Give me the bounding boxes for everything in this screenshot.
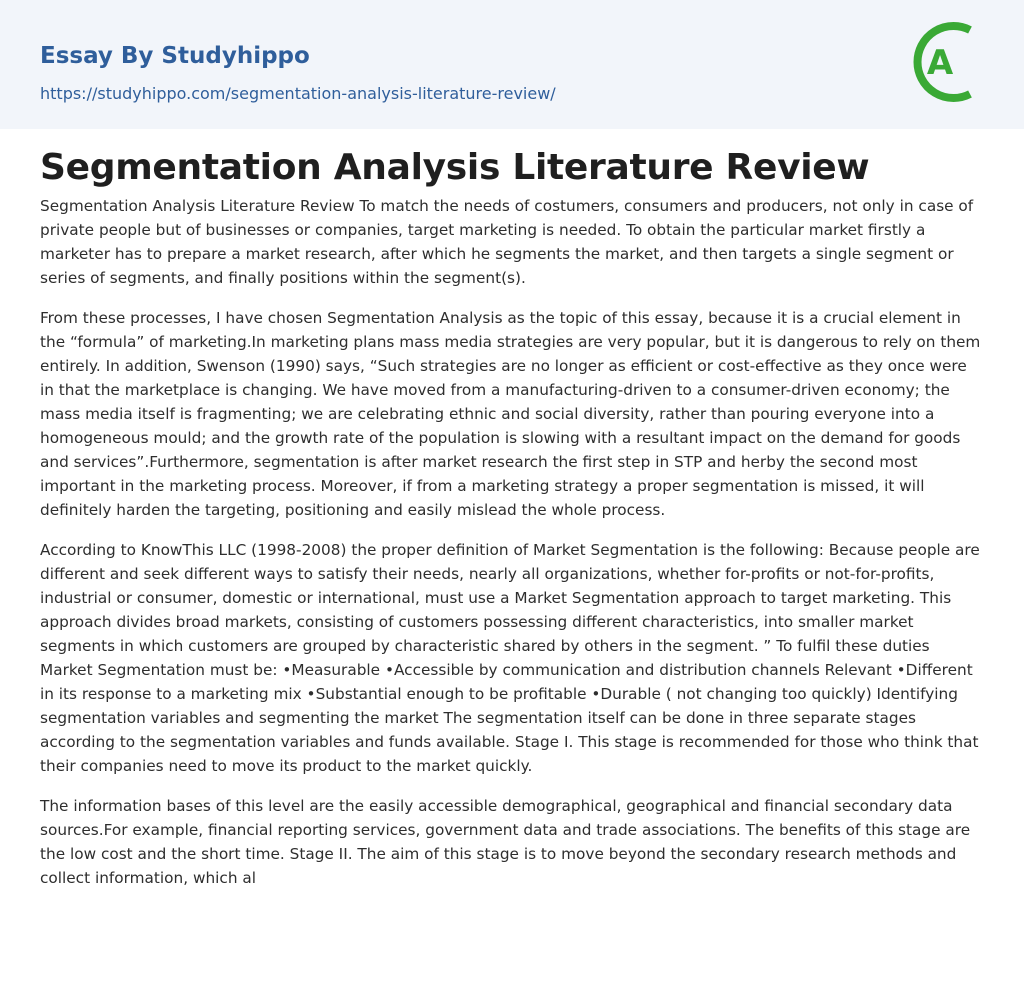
brand-title: Essay By Studyhippo bbox=[40, 43, 310, 69]
page-title: Segmentation Analysis Literature Review bbox=[40, 147, 870, 188]
essay-paragraph: The information bases of this level are the easily accessible demographical, geographical and financial secondary data sources.For example, financial reporting services, government data and trade associations. The benefits of this stage are the low cost and the short time. Stage II. The aim of this stage is to move beyond the secondary research methods and collect information, which al bbox=[40, 797, 971, 887]
essay-paragraph: According to KnowThis LLC (1998-2008) the proper definition of Market Segmentation is the following: Because people are different and seek different ways to satisfy their needs, nearly all organizations, whether for-profits or not-for-profits, industrial or consumer, domestic or international, must use a Market Segmentation approach to target marketing. This approach divides broad markets, consisting of customers possessing different characteristics, into smaller market segments in which customers are grouped by characteristic shared by others in the segment. ” To fulfil these duties Market Segmentation must be: •Measurable •Accessible by communication and distribution channels Relevant •Different in its response to a marketing mix •Substantial enough to be profitable •Durable ( not changing too quickly) Identifying segmentation variables and segmenting the market The segmentation itself can be done in three separate stages according to the segmentation variables and funds available. Stage I. This stage is recommended for those who think that their companies need to move its product to the market quickly. bbox=[40, 541, 980, 775]
logo-letter: A bbox=[926, 43, 954, 83]
essay-body bbox=[40, 194, 984, 890]
essay-paragraph: Segmentation Analysis Literature Review To match the needs of costumers, consumers and producers, not only in case of private people but of businesses or companies, target marketing is needed. To obtain the particular market firstly a marketer has to prepare a market research, after which he segments the market, and then targets a single segment or series of segments, and finally positions within the segment(s). bbox=[40, 197, 974, 287]
site-header bbox=[0, 0, 1024, 129]
studyhippo-logo-icon[interactable] bbox=[912, 18, 988, 106]
essay-paragraph: From these processes, I have chosen Segmentation Analysis as the topic of this essay, because it is a crucial element in the “formula” of marketing.In marketing plans mass media strategies are very popular, but it is dangerous to rely on them entirely. In addition, Swenson (1990) says, “Such strategies are no longer as efficient or cost-effective as they once were in that the marketplace is changing. We have moved from a manufacturing-driven to a consumer-driven economy; the mass media itself is fragmenting; we are celebrating ethnic and social diversity, rather than pouring everyone into a homogeneous mould; and the growth rate of the population is slowing with a resultant impact on the demand for goods and services”.Furthermore, segmentation is after market research the first step in STP and herby the second most important in the marketing process. Moreover, if from a marketing strategy a proper segmentation is missed, it will definitely harden the targeting, positioning and easily mislead the whole process. bbox=[40, 309, 981, 519]
source-url-link[interactable]: https://studyhippo.com/segmentation-analysis-literature-review/ bbox=[40, 84, 556, 103]
